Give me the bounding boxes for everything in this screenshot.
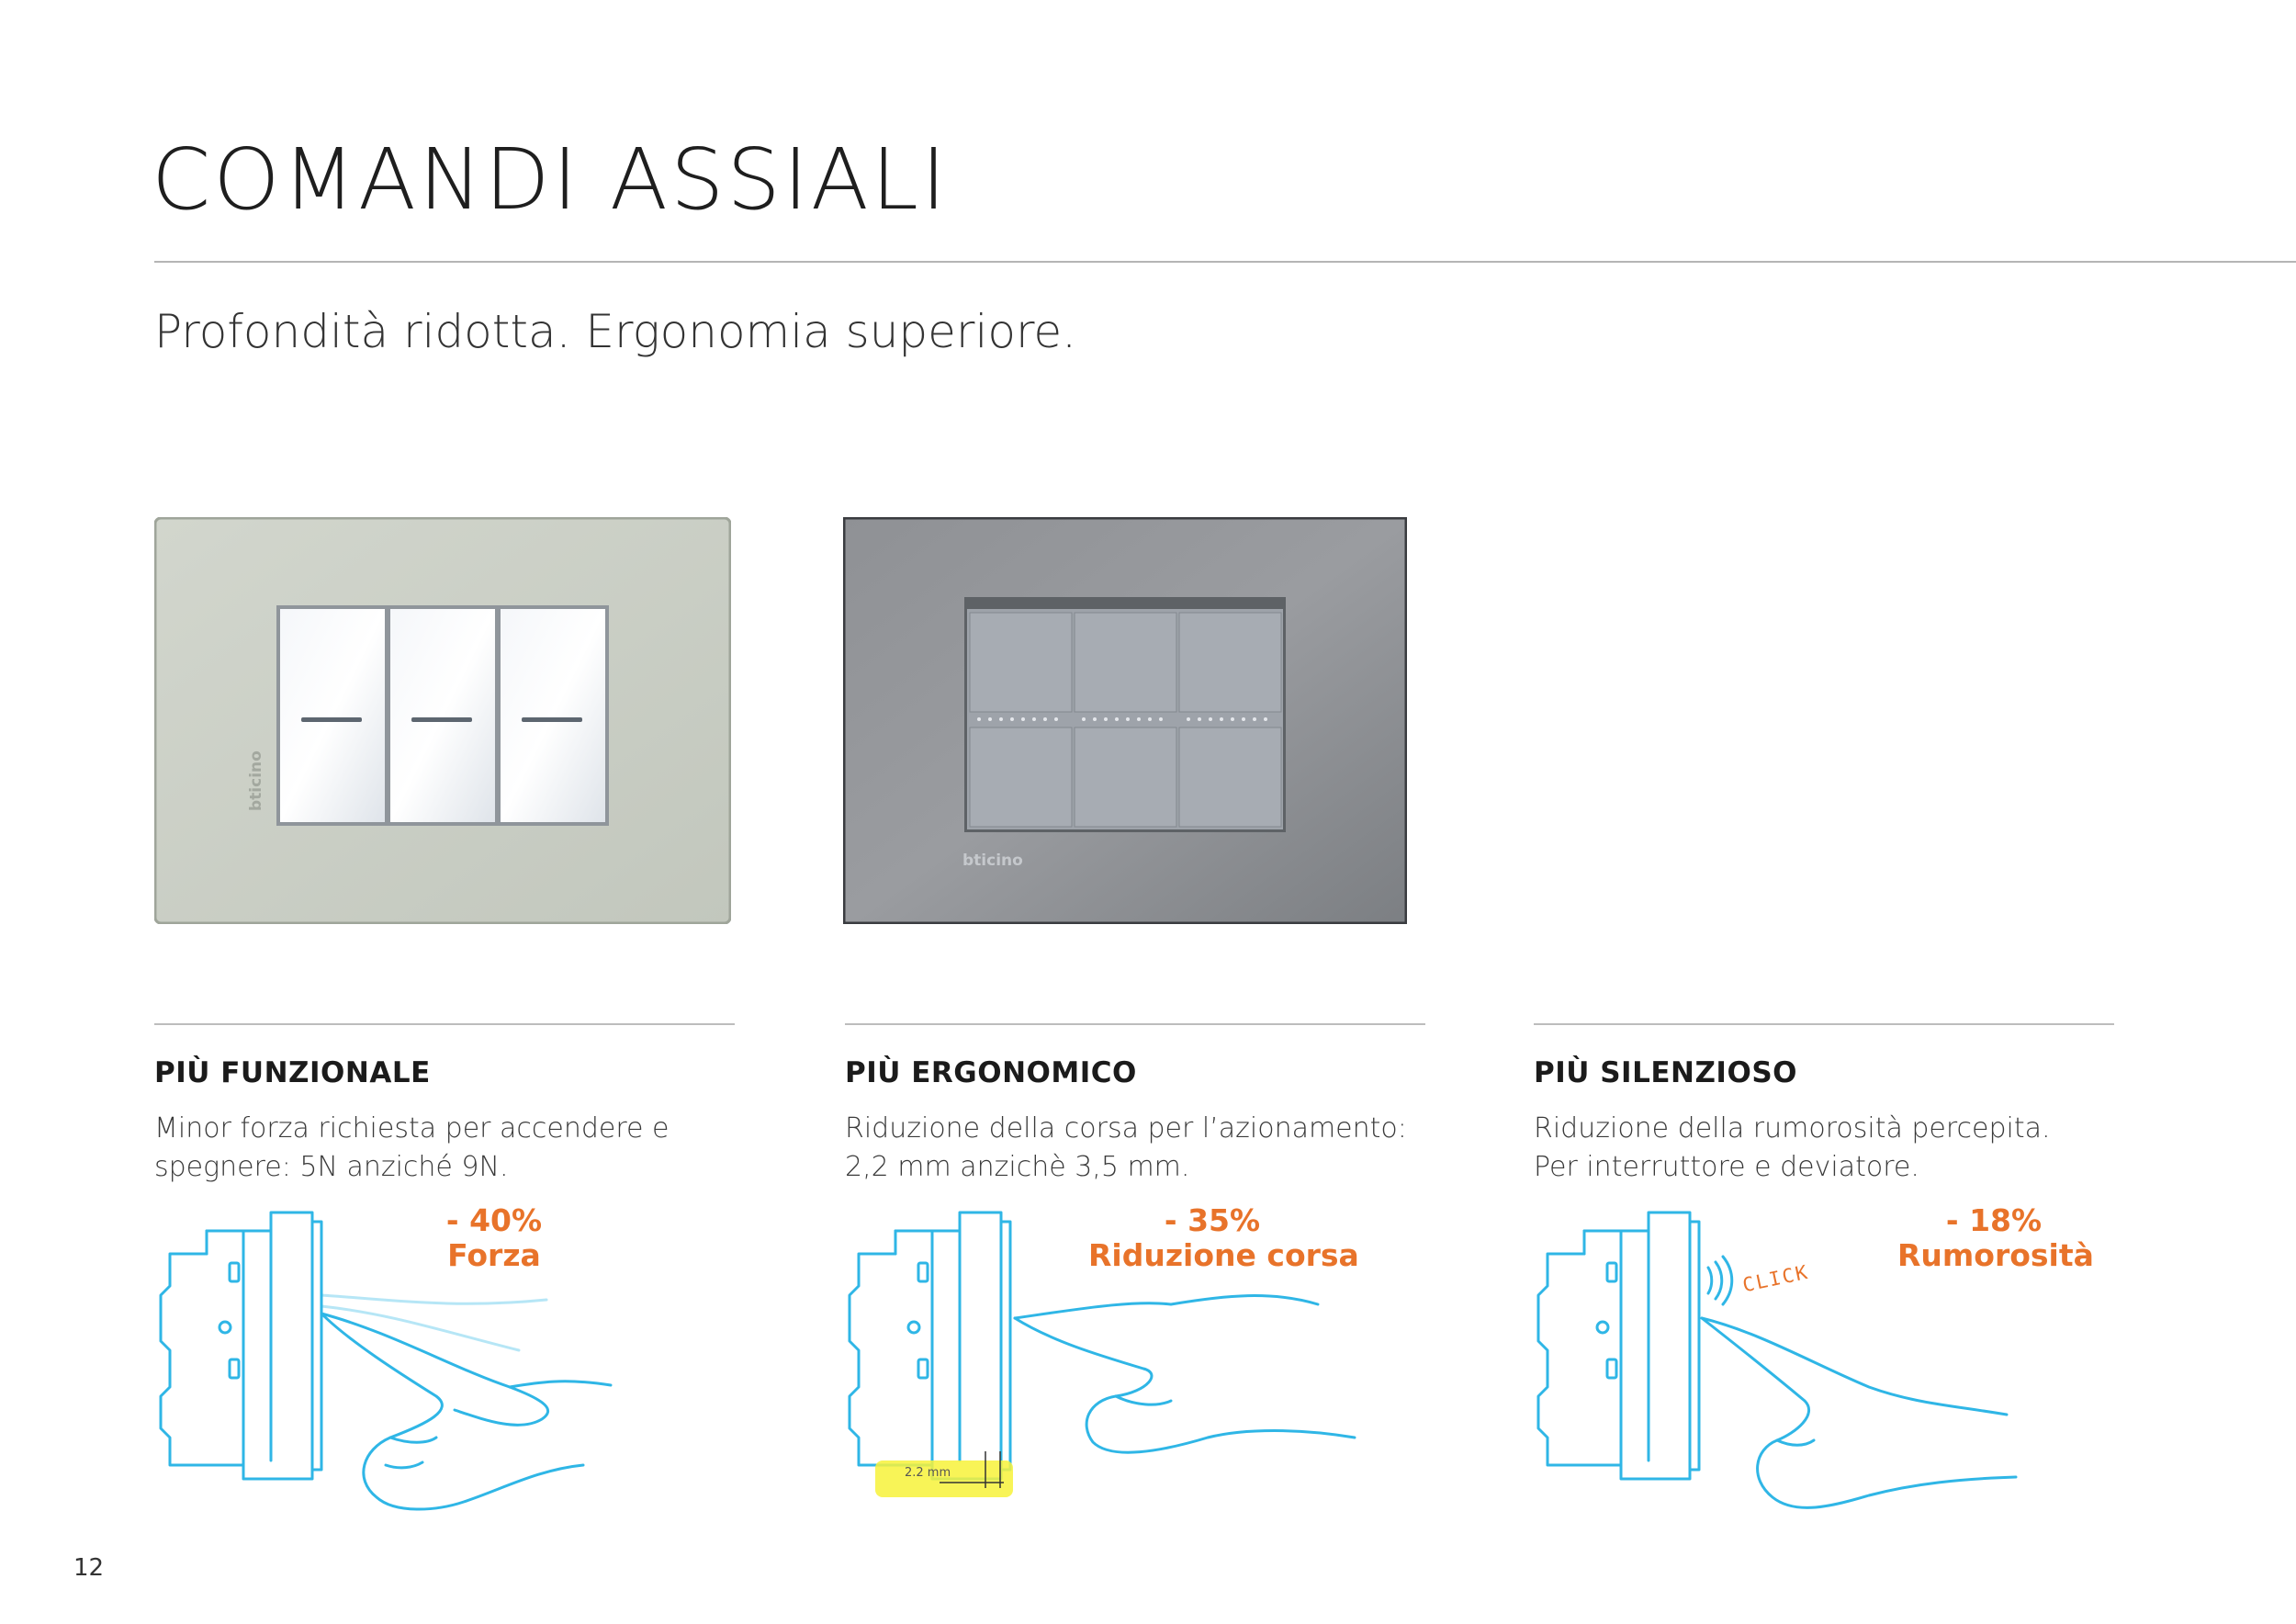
click-sound-label: CLICK — [1740, 1260, 1811, 1297]
travel-measure-label: 2.2 mm — [905, 1466, 951, 1480]
column-divider — [845, 1023, 1425, 1025]
feature-heading: PIÙ FUNZIONALE — [154, 1056, 431, 1089]
force-stat: - 40% Forza — [445, 1202, 543, 1273]
switch-plate-grey — [843, 517, 1407, 924]
switch-plate-white — [154, 517, 731, 924]
page-subtitle: Profondità ridotta. Ergonomia superiore. — [154, 305, 1077, 358]
column-divider — [154, 1023, 735, 1025]
force-illustration — [152, 1203, 703, 1556]
feature-description: Riduzione della corsa per l’azionamento: 2,2 mm anzichè 3,5 mm. — [845, 1112, 1407, 1183]
travel-stat: - 35% Riduzione corsa — [1088, 1202, 1359, 1273]
column-divider — [1534, 1023, 2114, 1025]
feature-silent — [1534, 1023, 2114, 1187]
page-number: 12 — [73, 1554, 105, 1582]
feature-ergonomic — [845, 1023, 1425, 1187]
title-divider — [154, 261, 2296, 263]
feature-functional — [154, 1023, 735, 1187]
feature-description: Riduzione della rumorosità percepita. Per interruttore e deviatore. — [1534, 1112, 2051, 1183]
brand-logo: bticino — [247, 750, 265, 811]
noise-stat: - 18% Rumorosità — [1897, 1202, 2094, 1273]
feature-heading: PIÙ ERGONOMICO — [845, 1056, 1137, 1089]
brand-logo: bticino — [962, 851, 1023, 870]
page-title: COMANDI ASSIALI — [152, 130, 950, 229]
feature-description: Minor forza richiesta per accendere e spegnere: 5N anziché 9N. — [154, 1112, 670, 1183]
feature-heading: PIÙ SILENZIOSO — [1534, 1056, 1797, 1089]
